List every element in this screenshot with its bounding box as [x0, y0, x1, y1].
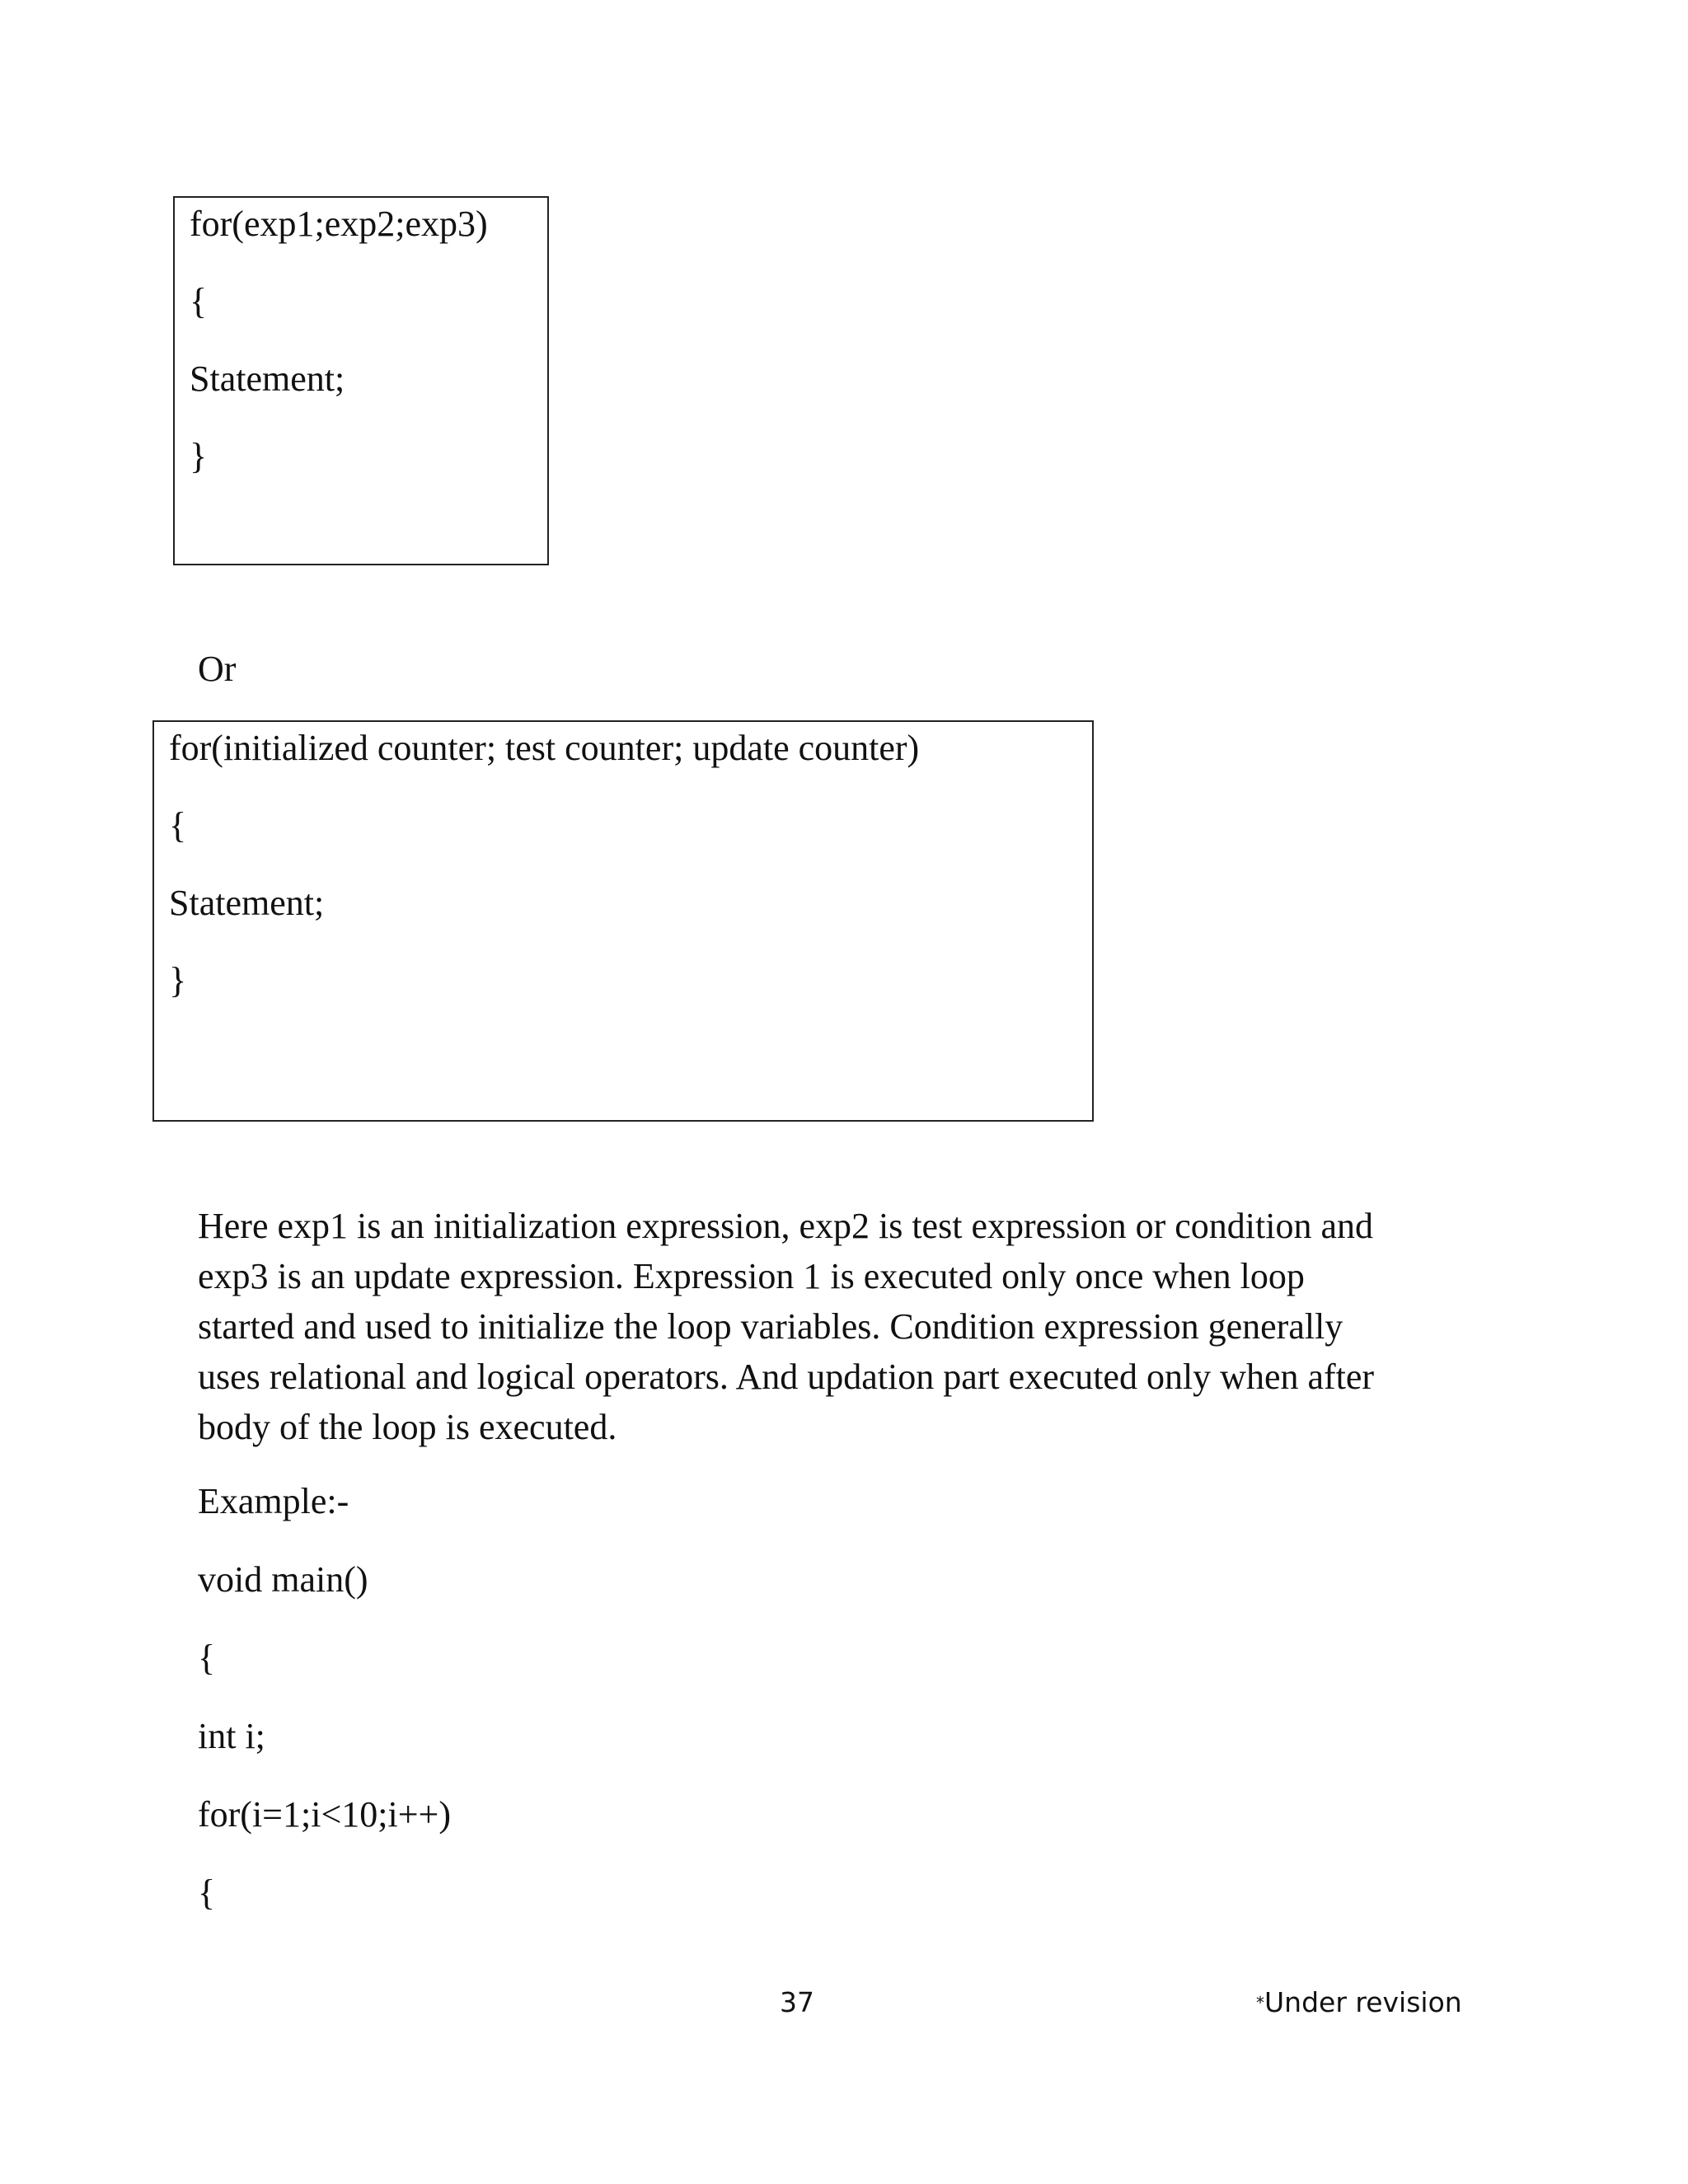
- code-line: void main(): [198, 1559, 368, 1600]
- paragraph-line: body of the loop is executed.: [198, 1407, 617, 1447]
- paragraph-line: uses relational and logical operators. And updation part executed only when after: [198, 1357, 1375, 1397]
- or-label: Or: [198, 649, 237, 689]
- syntax-line: }: [190, 436, 208, 476]
- syntax-box-short: [173, 196, 549, 565]
- paragraph-line: started and used to initialize the loop variables. Condition expression generally: [198, 1306, 1343, 1347]
- syntax-line: for(exp1;exp2;exp3): [190, 204, 488, 244]
- page-number: 37: [780, 1986, 814, 2018]
- revision-asterisk: *: [1256, 1993, 1264, 2013]
- paragraph-line: Here exp1 is an initialization expression, exp2 is test expression or condition and: [198, 1206, 1374, 1246]
- code-line: {: [198, 1872, 216, 1913]
- code-line: {: [198, 1638, 216, 1678]
- explanation-paragraph: [198, 1201, 1484, 1452]
- revision-note: [1256, 1986, 1462, 2018]
- syntax-line: for(initialized counter; test counter; update counter): [169, 728, 920, 768]
- code-line: for(i=1;i<10;i++): [198, 1794, 451, 1835]
- example-heading: Example:-: [198, 1481, 349, 1521]
- paragraph-line: exp3 is an update expression. Expression 1 is executed only once when loop: [198, 1256, 1305, 1296]
- syntax-box-long: [152, 720, 1094, 1122]
- code-line: int i;: [198, 1716, 265, 1756]
- syntax-line: }: [169, 960, 187, 1001]
- revision-text: Under revision: [1264, 1986, 1462, 2018]
- syntax-line: Statement;: [190, 359, 345, 399]
- syntax-line: {: [190, 281, 208, 321]
- syntax-line: Statement;: [169, 883, 325, 923]
- syntax-line: {: [169, 805, 187, 846]
